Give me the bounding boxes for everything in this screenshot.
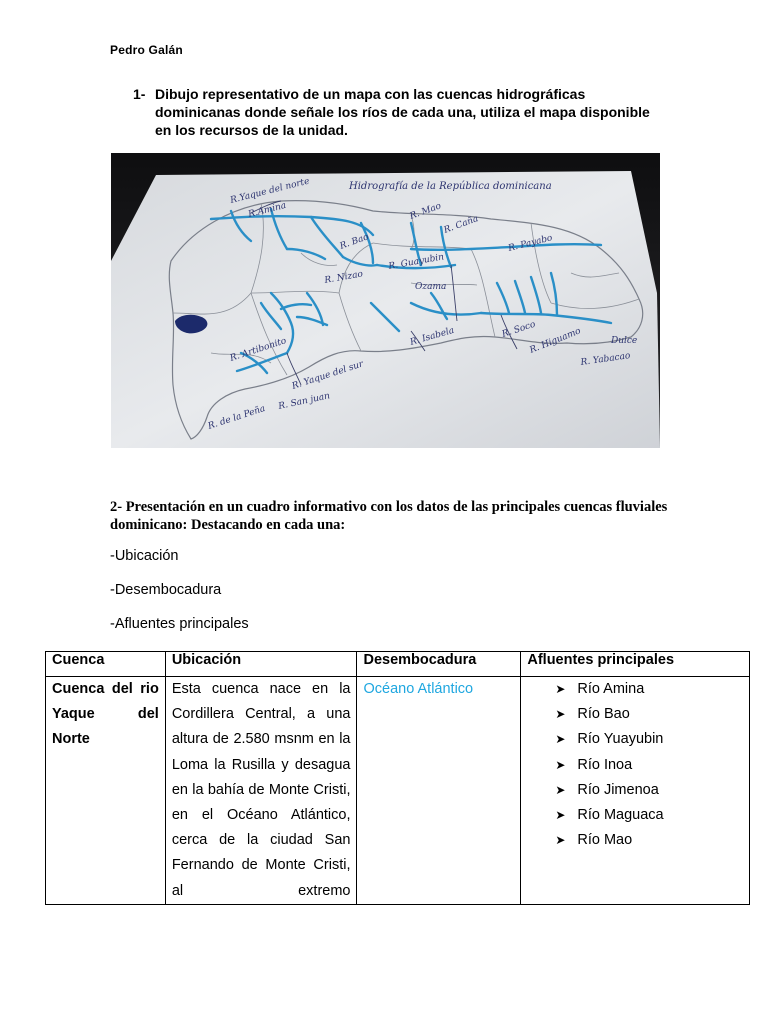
afluente-label: Río Jimenoa: [577, 781, 659, 798]
arrowhead-bullet-icon: ➤: [555, 707, 566, 722]
label-nizao: R. Nizao: [323, 269, 364, 286]
hand-drawn-map: [111, 153, 660, 448]
afluentes-list: [527, 677, 743, 853]
item-ubicacion: -Ubicación: [110, 548, 179, 564]
afluente-label: Río Amina: [577, 681, 645, 697]
label-yaque-sur: R. Yaque del sur: [290, 359, 365, 392]
basins-table: [45, 651, 750, 905]
table-body: [46, 677, 750, 905]
label-artibonito: R. Artibonito: [228, 336, 288, 364]
header-cuenca: Cuenca: [46, 652, 166, 677]
label-cana: R. Caña: [442, 214, 480, 236]
afluente-label: Río Bao: [577, 706, 630, 723]
cell-desembocadura: Océano Atlántico: [357, 677, 521, 905]
arrowhead-bullet-icon: ➤: [555, 732, 566, 747]
afluente-label: Río Inoa: [577, 756, 633, 773]
map-photo: [111, 153, 660, 448]
label-pedernales: R. de la Peña: [206, 403, 267, 432]
list-item: [555, 727, 743, 752]
list-item: [555, 828, 743, 853]
question-1-number: 1-: [133, 86, 146, 102]
afluente-label: Río Yuayubin: [577, 731, 664, 748]
label-soco: R. Soco: [500, 319, 537, 340]
label-yaque-norte: R.Yaque del norte: [229, 176, 311, 206]
label-ozama: Ozama: [415, 282, 447, 292]
item-desembocadura: -Desembocadura: [110, 582, 222, 598]
list-item: [555, 702, 743, 727]
arrowhead-bullet-icon: ➤: [555, 782, 566, 797]
afluente-label: Río Maguaca: [577, 807, 664, 824]
arrowhead-bullet-icon: ➤: [555, 833, 566, 848]
label-payabo: R. Payabo: [507, 233, 554, 254]
list-item: [555, 778, 743, 803]
label-dulce: Dulce: [611, 336, 638, 346]
label-higuamo: R. Higuamo: [528, 326, 583, 356]
arrowhead-bullet-icon: ➤: [555, 682, 566, 696]
list-item: [555, 677, 743, 702]
label-yabacao: R. Yabacao: [580, 351, 631, 368]
table-header-row: [46, 652, 750, 677]
cell-afluentes: [521, 677, 750, 905]
arrowhead-bullet-icon: ➤: [555, 757, 566, 772]
question-1-text: Dibujo representativo de un mapa con las cuencas hidrográficas dominicanas donde señale los ríos de cada una, utiliza el mapa disponible en los recursos de la unidad.: [155, 86, 650, 138]
author-name: Pedro Galán: [110, 43, 183, 57]
header-ubicacion: Ubicación: [165, 652, 357, 677]
label-isabela: R. Isabela: [409, 325, 456, 348]
cell-cuenca: Cuenca del rio Yaque del Norte: [46, 677, 166, 905]
label-mao: R. Mao: [408, 201, 443, 222]
header-desembocadura: Desembocadura: [357, 652, 521, 677]
label-guayubin: R. Guayubin: [387, 252, 445, 272]
label-bao: R. Bao: [338, 232, 371, 252]
question-2-heading: 2- Presentación en un cuadro informativo con los datos de las principales cuencas fluviales dominicano: Destacando en cada una:: [110, 499, 668, 533]
list-item: [555, 803, 743, 828]
item-afluentes: -Afluentes principales: [110, 616, 249, 632]
question-1: [133, 85, 653, 139]
list-item: [555, 753, 743, 778]
cell-ubicacion: Esta cuenca nace en la Cordillera Central, a una altura de 2.580 msnm en la Loma la Rusilla y desagua en la bahía de Monte Cristi, en el Océano Atlántico, cerca de la ciudad San Fernando de Monte Cristi, al extremo: [165, 677, 357, 905]
label-amina: R.Amina: [247, 200, 288, 220]
label-san-juan: R. San juan: [277, 391, 331, 412]
afluente-label: Río Mao: [577, 832, 633, 849]
map-title: Hidrografía de la República dominicana: [349, 181, 552, 192]
arrowhead-bullet-icon: ➤: [555, 808, 566, 823]
table-row: [46, 677, 750, 905]
header-afluentes: Afluentes principales: [521, 652, 750, 677]
